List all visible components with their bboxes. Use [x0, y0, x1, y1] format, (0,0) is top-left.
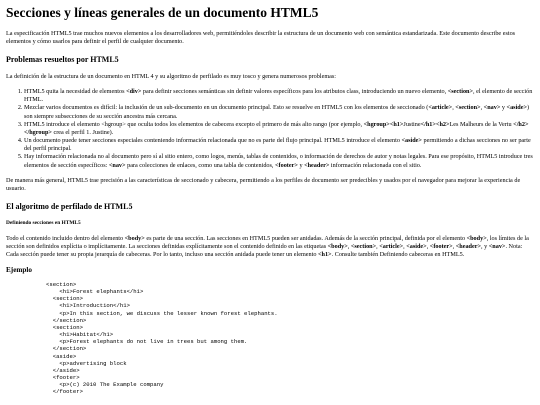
- list-item: 2. Mezclar varios documentos es difícil: la inclusión de un sub-documento en un documento principal. Esto se resuelve en HTML5 con los elementos de seccionado (<article>, <section>, <nav> y <aside>) son siempre subsecciones de su sección ancestra más cercana.: [24, 104, 534, 120]
- list-item: 4. Un documento puede tener secciones especiales conteniendo información relacionada que no es parte del flujo principal. HTML5 introduce el elemento <aside> permitiendo a dichas secciones no ser parte del perfil principal.: [24, 137, 534, 153]
- example-heading: Ejemplo: [6, 266, 32, 275]
- code-example: <section> <h1>Forest elephants</h1> <section> <h1>Introduction</h1> <p>In this section, we discuss the lesser known forest elephants. </section> <section> <h1>Habitat</h1> <p>Forest elephants do not live in trees but among them. </section> <aside> <p>advertising block </aside> <footer> <p>(c) 2010 The Example company </footer>: [46, 280, 278, 396]
- defining-sections-heading: Definiendo secciones en HTML5: [6, 219, 81, 226]
- defining-sections-paragraph: Todo el contenido incluido dentro del elemento <body> es parte de una sección. Las secciones en HTML5 pueden ser anidadas. Además de la sección principal, definida por el elemento <body>, los límites de la sección son definidos explícita o implícitamente. La secciones definidas explícitamente son el contenido definido en las etiquetas <body>, <section>, <article>, <aside>, <footer>, <header>, y <nav>. Nota: Cada sección puede tener su propia jerarquía de cabeceras. Por lo tanto, incluso una sección anidada puede tener un elemento <h1>. Consulte también Definiendo cabeceras en HTML5.: [6, 234, 529, 259]
- list-item: 3. HTML5 introduce el elemento <hgroup> que oculta todos los elementos de cabecera excepto el primero de más alto rango (por ejemplo, <hgroup><h1>Justine</h1><h2>Les Malheurs de la Vertu </h2></hgroup> crea el perfil 1. Justine).: [24, 121, 534, 137]
- list-item: 1. HTML5 quita la necesidad de elementos <div> para definir secciones semánticas sin definir valores específicos para los atributos class, introduciendo un nuevo elemento, <section>, el elemento de sección HTML.: [24, 88, 534, 104]
- problems-heading: Problemas resueltos por HTML5: [6, 55, 119, 65]
- problems-list: [6, 88, 534, 170]
- page-title: Secciones y líneas generales de un documento HTML5: [6, 5, 319, 20]
- list-item: 5. Hay información relacionada no al documento pero sí al sitio entero, como logos, menús, tablas de contenidos, o información de derechos de autor y notas legales. Para ese propósito, HTML5 introduce tres elementos de sección específicos: <nav> para colecciones de enlaces, como una tabla de contenidos, <footer> y <header> información relacionada con el sitio.: [24, 153, 534, 169]
- algorithm-heading: El algoritmo de perfilado de HTML5: [6, 202, 133, 212]
- problems-closing: De manera más general, HTML5 trae precisión a las características de seccionado y cabecera, permitiendo a los perfiles de documento ser predecibles y usados por el navegador para mejorar la experiencia de usuario.: [6, 176, 521, 193]
- problems-lead: La definición de la estructura de un documento en HTML 4 y su algoritmo de perfilado es muy tosco y genera numerosos problemas:: [6, 72, 337, 80]
- intro-paragraph: La especificación HTML5 trae muchos nuevos elementos a los desarrolladores web, permitiéndoles describir la estructura de un documento web con semántica estandarizada. Este documento describe estos elementos y cómo usarlos para definir el perfil de cualquier documento.: [6, 29, 516, 46]
